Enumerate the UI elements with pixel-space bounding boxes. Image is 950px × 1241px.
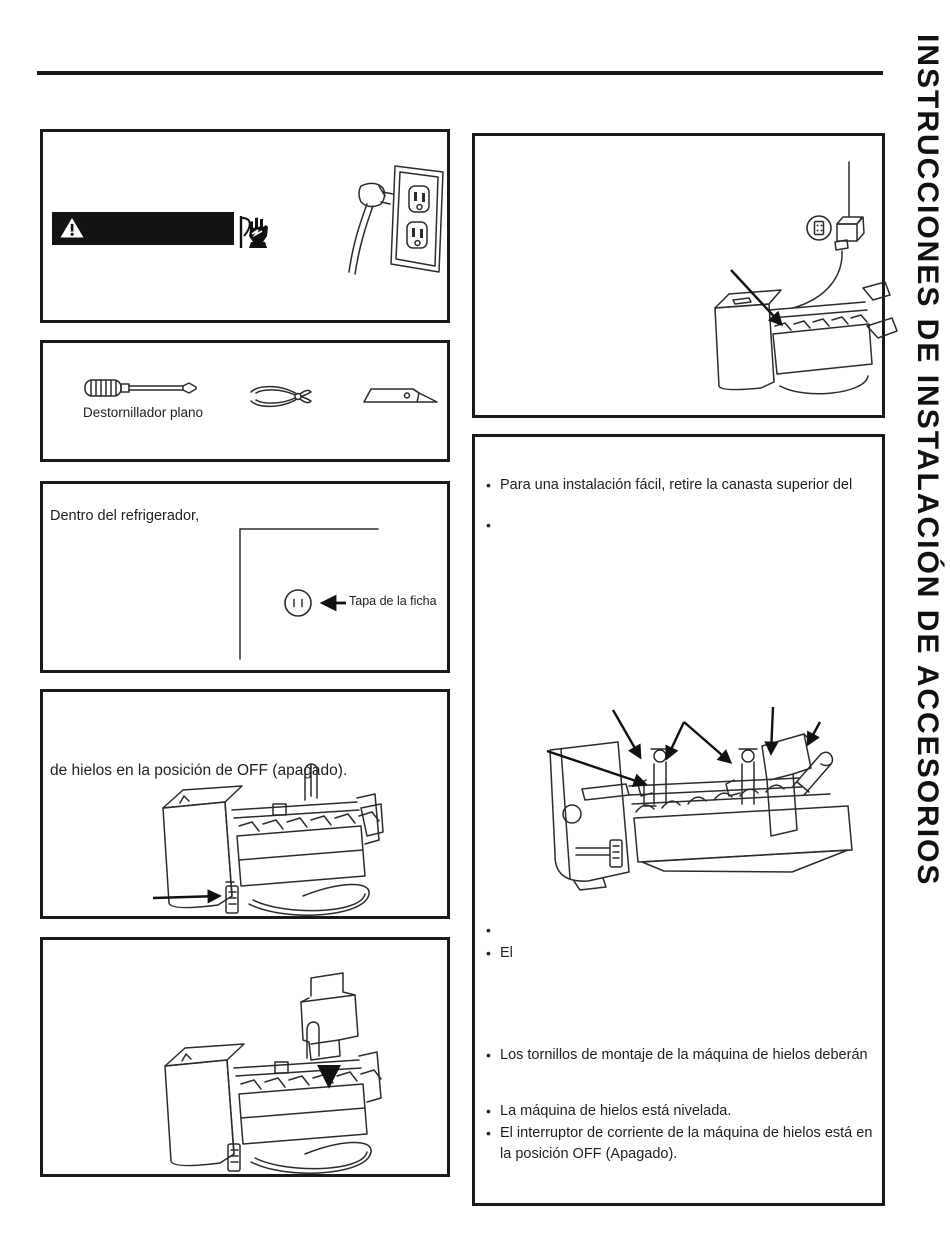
utility-knife-icon bbox=[361, 383, 441, 408]
install-box bbox=[472, 434, 885, 1206]
top-rule bbox=[37, 71, 883, 75]
plug-cover-box bbox=[40, 481, 450, 673]
list-item bbox=[486, 1045, 868, 1066]
fill-cup-box bbox=[40, 937, 450, 1177]
ice-maker-cord-plug-illustration bbox=[475, 136, 882, 415]
bullet-marker: • bbox=[486, 1047, 491, 1063]
plug-cover-intro-text: Dentro del refrigerador, bbox=[50, 508, 200, 524]
list-item bbox=[486, 515, 500, 536]
pliers-icon bbox=[248, 383, 313, 410]
power-switch-box bbox=[40, 689, 450, 919]
list-item bbox=[486, 475, 852, 496]
bullet-text: El interruptor de corriente de la máquina de hielos está en la posición OFF (Apagado). bbox=[500, 1125, 873, 1162]
ice-maker-with-cup-illustration bbox=[43, 940, 447, 1174]
screwdriver-label: Destornillador plano bbox=[82, 405, 204, 420]
bullet-text: El bbox=[500, 945, 513, 961]
plug-cover-callout-label: Tapa de la ficha bbox=[349, 594, 437, 608]
bullet-marker: • bbox=[486, 1125, 491, 1141]
list-item bbox=[486, 1101, 731, 1122]
list-item bbox=[486, 943, 513, 964]
bullet-marker: • bbox=[486, 517, 491, 533]
warning-box bbox=[40, 129, 450, 323]
pointer-arrow-icon bbox=[731, 270, 781, 324]
bullet-marker: • bbox=[486, 1103, 491, 1119]
unplugged-cord-outlet-illustration bbox=[343, 160, 451, 282]
pointer-arrow-icon bbox=[153, 896, 219, 898]
power-switch-caption: de hielos en la posición de OFF (apagado). bbox=[50, 762, 348, 779]
plug-cover-circle-icon bbox=[43, 484, 447, 670]
list-item bbox=[486, 1123, 880, 1165]
power-cord-box bbox=[472, 133, 885, 418]
electric-shock-hand-icon bbox=[239, 214, 271, 250]
bullet-marker: • bbox=[486, 477, 491, 493]
list-item bbox=[486, 920, 500, 941]
ice-maker-rear-view-illustration bbox=[530, 692, 886, 918]
ice-maker-illustration bbox=[43, 692, 447, 916]
tools-box bbox=[40, 340, 450, 462]
bullet-text: La máquina de hielos está nivelada. bbox=[500, 1103, 732, 1119]
warning-triangle-icon bbox=[59, 216, 85, 240]
page-title-vertical: INSTRUCCIONES DE INSTALACIÓN DE ACCESORIOS bbox=[911, 34, 944, 887]
plug-face-circle-icon bbox=[817, 225, 823, 232]
bullet-text: Para una instalación fácil, retire la canasta superior del bbox=[500, 477, 853, 493]
warning-banner bbox=[52, 212, 234, 245]
bullet-text: Los tornillos de montaje de la máquina de hielos deberán bbox=[500, 1047, 868, 1063]
bullet-marker: • bbox=[486, 945, 491, 961]
bullet-marker: • bbox=[486, 922, 491, 938]
flat-screwdriver-icon bbox=[83, 373, 198, 403]
